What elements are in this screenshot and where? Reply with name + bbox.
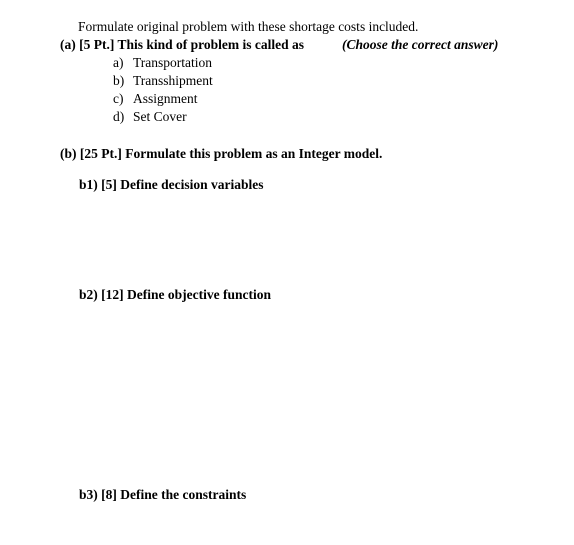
option-c [113, 91, 198, 107]
part-b-question: (b) [25 Pt.] Formulate this problem as an Integer model. [60, 146, 383, 161]
option-letter: a) [113, 55, 124, 70]
part-a-question: (a) [5 Pt.] This kind of problem is called as [60, 37, 305, 52]
part-a-instruction: (Choose the correct answer) [342, 37, 499, 52]
option-text: Transshipment [133, 73, 213, 88]
subpart-b1-heading: b1) [5] Define decision variables [79, 177, 264, 192]
option-letter: d) [113, 109, 125, 124]
option-d [113, 109, 187, 125]
option-letter: c) [113, 91, 124, 106]
option-b [113, 73, 213, 89]
option-text: Transportation [133, 55, 213, 70]
intro-text: Formulate original problem with these shortage costs included. [78, 19, 419, 34]
subpart-b2-heading: b2) [12] Define objective function [79, 287, 271, 302]
option-text: Assignment [133, 91, 198, 106]
option-letter: b) [113, 73, 125, 88]
subpart-b3-heading: b3) [8] Define the constraints [79, 487, 247, 502]
option-a [113, 55, 212, 71]
option-text: Set Cover [133, 109, 187, 124]
